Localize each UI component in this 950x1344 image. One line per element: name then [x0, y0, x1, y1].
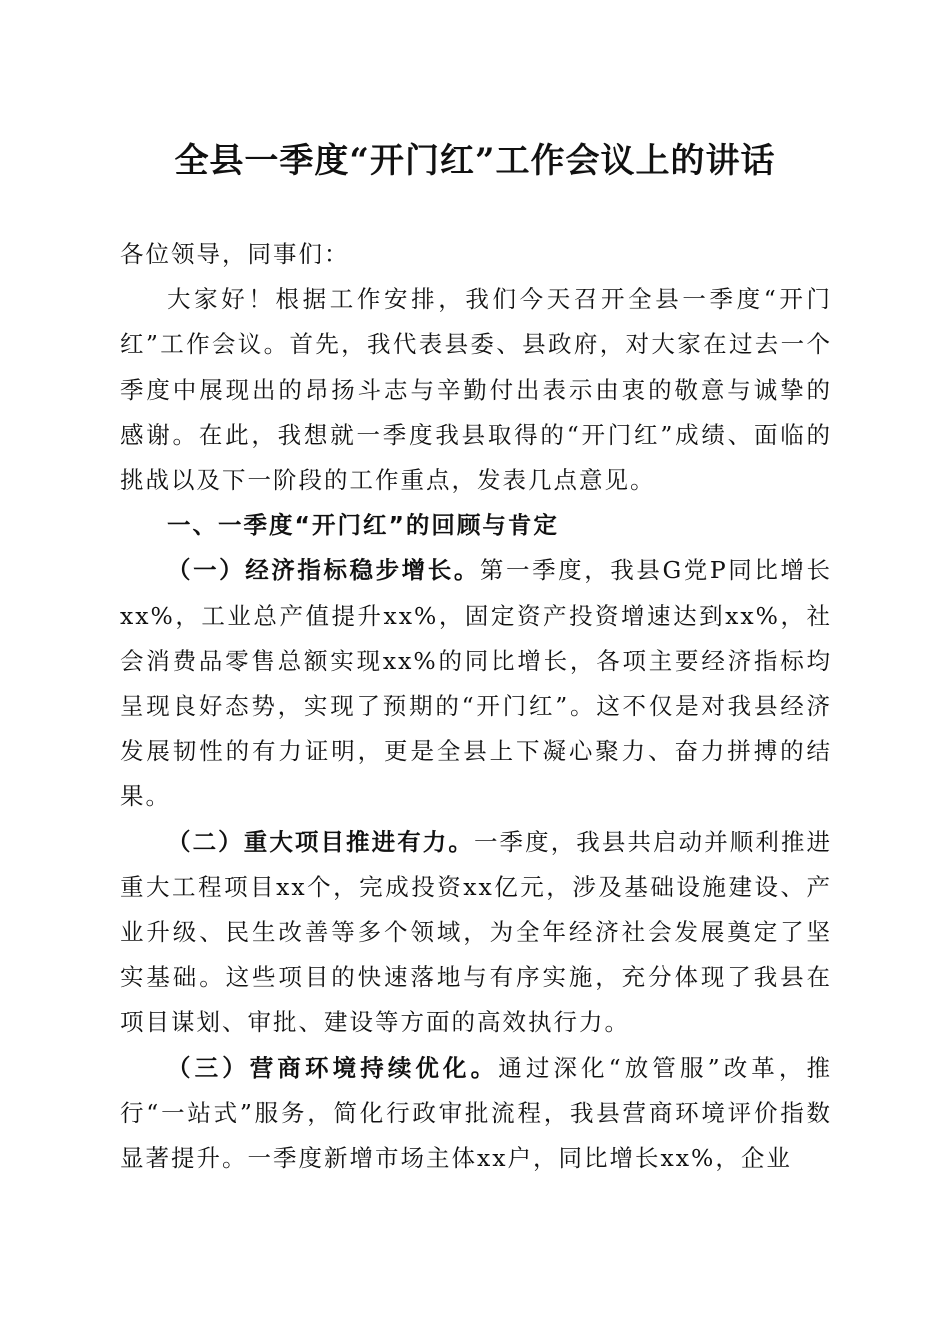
paragraph-lead: （二）重大项目推进有力。	[167, 827, 474, 856]
paragraph-body: 一季度，我县共启动并顺利推进重大工程项目xx个，完成投资xx亿元，涉及基础设施建设、产业升级、民生改善等多个领域，为全年经济社会发展奠定了坚实基础。这些项目的快速落地与有序实施，充分体现了我县在项目谋划、审批、建设等方面的高效执行力。	[120, 827, 833, 1037]
paragraph-economic-indicators	[120, 548, 832, 819]
paragraph-lead: （一）经济指标稳步增长。	[167, 556, 480, 585]
section-heading-1: 一、一季度“开门红”的回顾与肯定	[167, 511, 559, 540]
intro-paragraph: 大家好！根据工作安排，我们今天召开全县一季度“开门红”工作会议。首先，我代表县委、县政府，对大家在过去一个季度中展现出的昂扬斗志与辛勤付出表示由衷的敬意与诚挚的感谢。在此，我想就一季度我县取得的“开门红”成绩、面临的挑战以及下一阶段的工作重点，发表几点意见。	[120, 285, 832, 495]
paragraph-body: 通过深化“放管服”改革，推行“一站式”服务，简化行政审批流程，我县营商环境评价指数显著提升。一季度新增市场主体xx户，同比增长xx%，企业	[120, 1053, 832, 1173]
salutation: 各位领导，同事们：	[120, 240, 350, 268]
document-body	[120, 232, 832, 1181]
paragraph-major-projects	[120, 820, 832, 1046]
paragraph-body: 第一季度，我县G党P同比增长xx%，工业总产值提升xx%，固定资产投资增速达到xx%，社会消费品零售总额实现xx%的同比增长，各项主要经济指标均呈现良好态势，实现了预期的“开门红”。这不仅是对我县经济发展韧性的有力证明，更是全县上下凝心聚力、奋力拼搏的结果。	[120, 556, 832, 811]
paragraph-business-environment	[120, 1046, 832, 1182]
paragraph-lead: （三）营商环境持续优化。	[167, 1053, 499, 1082]
document-title: 全县一季度“开门红”工作会议上的讲话	[174, 141, 776, 181]
